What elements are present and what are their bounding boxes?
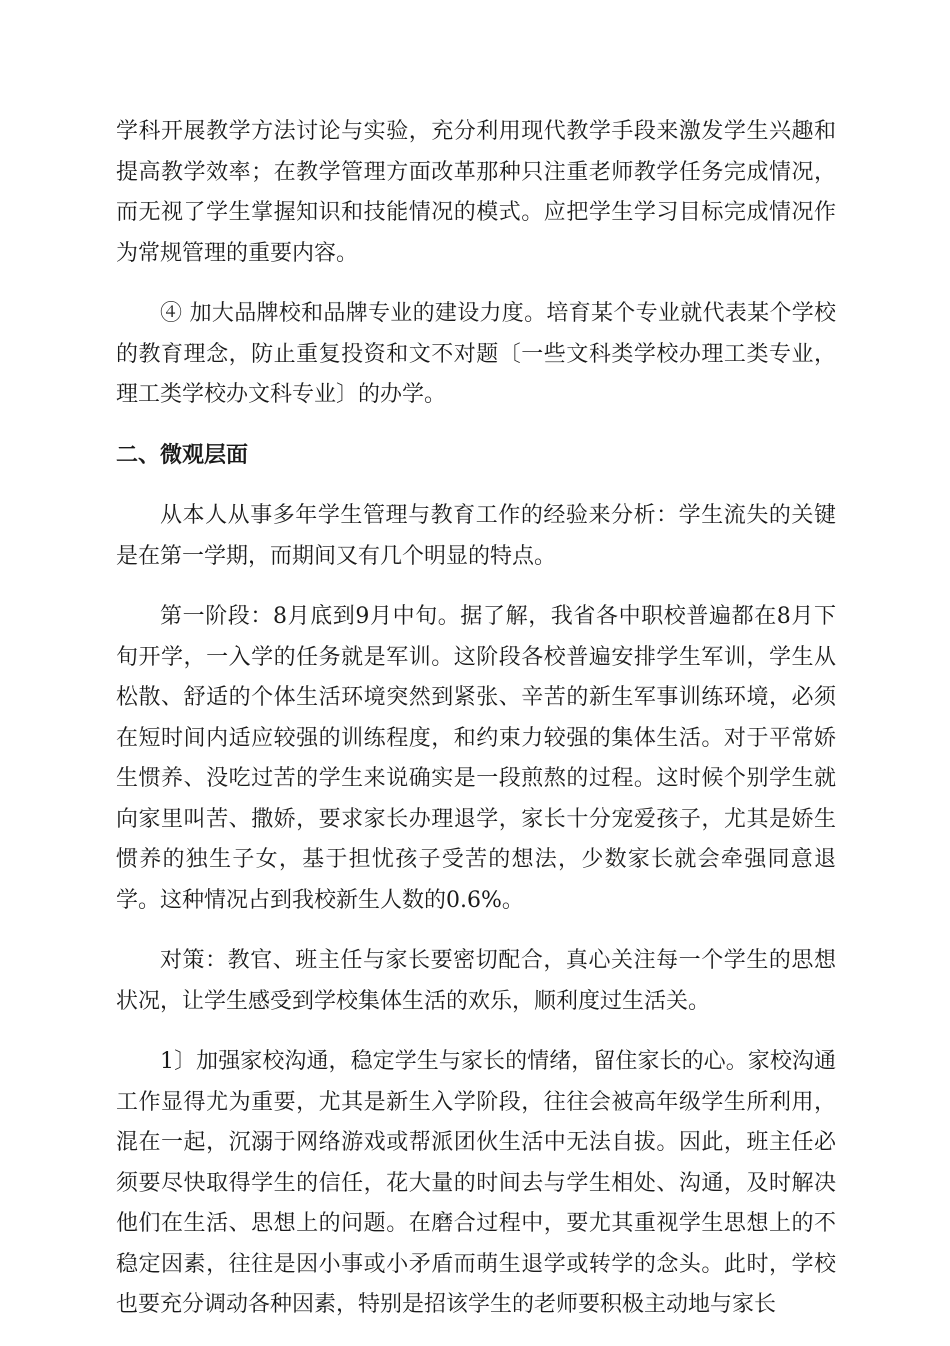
paragraph-brand-schools: ④ 加大品牌校和品牌专业的建设力度。培育某个专业就代表某个学校的教育理念，防止重复投资和文不对题〔一些文科类学校办理工类专业，理工类学校办文科专业〕的办学。 bbox=[116, 301, 836, 407]
section-heading-micro-level: 二、微观层面 bbox=[116, 442, 249, 468]
paragraph-countermeasure: 对策：教官、班主任与家长要密切配合，真心关注每一个学生的思想状况，让学生感受到学校集体生活的欢乐，顺利度过生活关。 bbox=[116, 948, 836, 1014]
paragraph-analysis-intro: 从本人从事多年学生管理与教育工作的经验来分析：学生流失的关键是在第一学期，而期间又有几个明显的特点。 bbox=[116, 503, 836, 569]
document-body bbox=[116, 112, 836, 1346]
paragraph-home-school-communication: 1〕加强家校沟通，稳定学生与家长的情绪，留住家长的心。家校沟通工作显得尤为重要，尤其是新生入学阶段，往往会被高年级学生所利用，混在一起，沉溺于网络游戏或帮派团伙生活中无法自拔。因此，班主任必须要尽快取得学生的信任，花大量的时间去与学生相处、沟通，及时解决他们在生活、思想上的问题。在磨合过程中，要尤其重视学生思想上的不稳定因素，往往是因小事或小矛盾而萌生退学或转学的念头。此时，学校也要充分调动各种因素，特别是招该学生的老师要积极主动地与家长 bbox=[116, 1049, 836, 1317]
paragraph-teaching-methods: 学科开展教学方法讨论与实验，充分利用现代教学手段来激发学生兴趣和提高教学效率；在教学管理方面改革那种只注重老师教学任务完成情况，而无视了学生掌握知识和技能情况的模式。应把学生学习目标完成情况作为常规管理的重要内容。 bbox=[116, 119, 836, 266]
paragraph-first-stage: 第一阶段：8月底到9月中旬。据了解，我省各中职校普遍都在8月下旬开学，一入学的任务就是军训。这阶段各校普遍安排学生军训，学生从松散、舒适的个体生活环境突然到紧张、辛苦的新生军事训练环境，必须在短时间内适应较强的训练程度，和约束力较强的集体生活。对于平常娇生惯养、没吃过苦的学生来说确实是一段煎熬的过程。这时候个别学生就向家里叫苦、撒娇，要求家长办理退学，家长十分宠爱孩子，尤其是娇生惯养的独生子女，基于担忧孩子受苦的想法，少数家长就会牵强同意退学。这种情况占到我校新生人数的0.6%。 bbox=[116, 604, 836, 913]
